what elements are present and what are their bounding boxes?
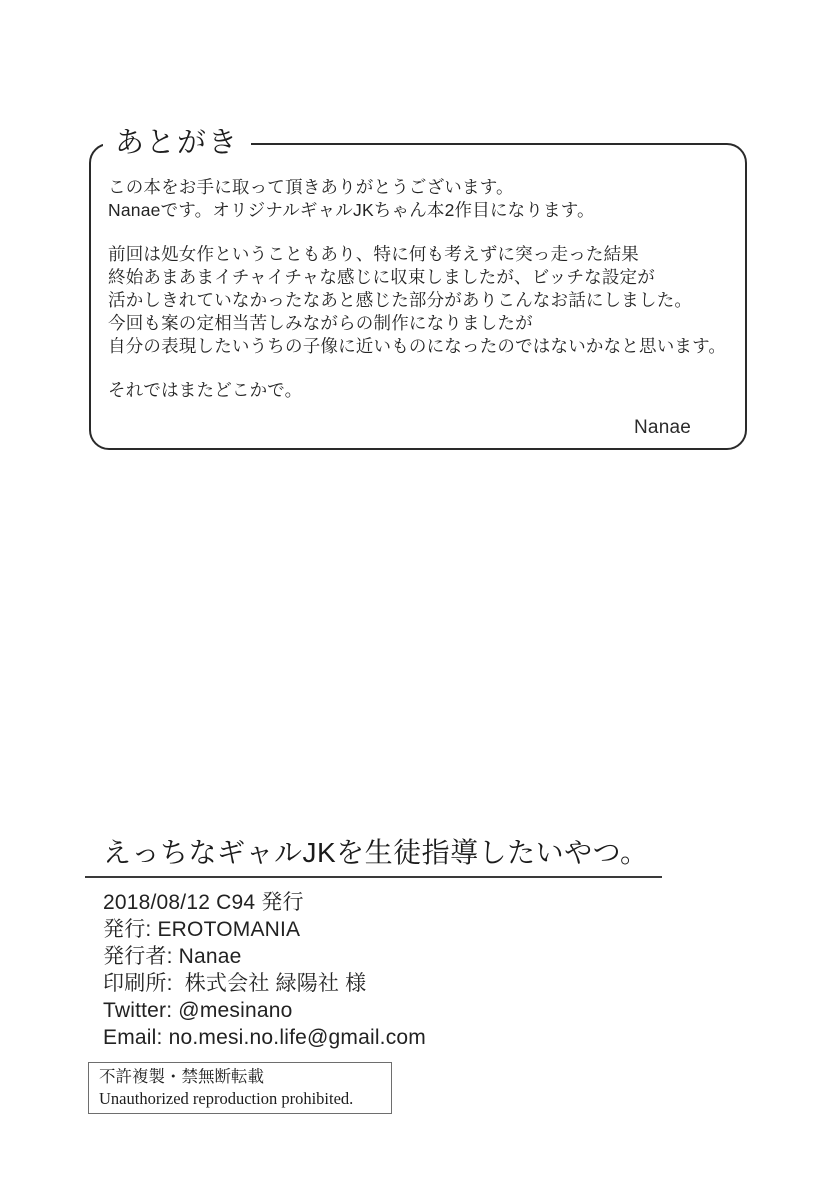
- colophon-twitter-line: Twitter: @mesinano: [103, 999, 293, 1022]
- afterword-signature: Nanae: [634, 417, 691, 438]
- colophon-email-line: Email: no.mesi.no.life@gmail.com: [103, 1026, 426, 1049]
- copyright-notice-box: [88, 1062, 392, 1114]
- copyright-line-japanese: 不許複製・禁無断転載: [99, 1067, 264, 1086]
- book-title: えっちなギャルJKを生徒指導したいやつ。: [103, 837, 649, 868]
- colophon-author-line: 発行者: Nanae: [103, 945, 242, 968]
- afterword-body: [108, 176, 727, 439]
- afterword-text-line: それではまたどこかで。: [108, 380, 303, 400]
- afterword-title: あとがき: [103, 126, 251, 161]
- afterword-paragraph-3: [108, 379, 727, 402]
- afterword-text-line: 前回は処女作ということもあり、特に何も考えずに突っ走った結果: [108, 244, 639, 264]
- afterword-box: [89, 127, 747, 450]
- colophon-printer-line: 印刷所: 株式会社 緑陽社 様: [103, 972, 367, 995]
- afterword-text-line: 終始あまあまイチャイチャな感じに収束しましたが、ビッチな設定が: [108, 267, 655, 287]
- afterword-text-line: 活かしきれていなかったなあと感じた部分がありこんなお話にしました。: [108, 290, 693, 310]
- afterword-paragraph-2: [108, 243, 727, 358]
- afterword-paragraph-1: [108, 176, 727, 222]
- title-underline-rule: [85, 876, 662, 878]
- afterword-text-line: Nanaeです。オリジナルギャルJKちゃん本2作目になります。: [108, 200, 595, 220]
- afterword-text-line: この本をお手に取って頂きありがとうございます。: [108, 177, 514, 197]
- afterword-text-line: 今回も案の定相当苦しみながらの制作になりましたが: [108, 313, 533, 333]
- colophon-date-line: 2018/08/12 C94 発行: [103, 891, 304, 914]
- copyright-line-english: Unauthorized reproduction prohibited.: [99, 1088, 354, 1108]
- colophon-publisher-line: 発行: EROTOMANIA: [103, 918, 301, 941]
- colophon: [103, 889, 426, 1051]
- afterword-text-line: 自分の表現したいうちの子像に近いものになったのではないかなと思います。: [108, 336, 727, 356]
